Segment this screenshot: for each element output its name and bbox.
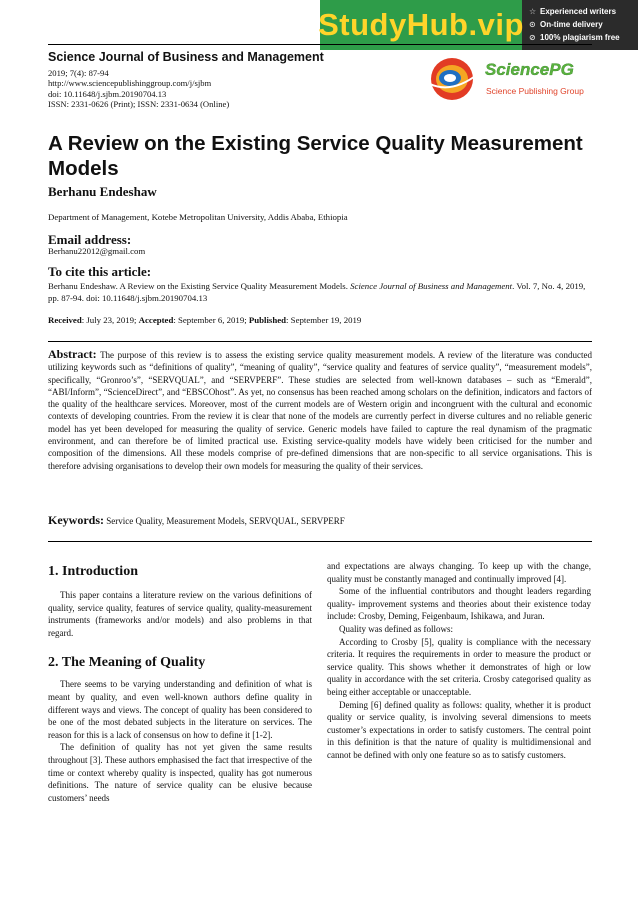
keywords-text: Service Quality, Measurement Models, SERVQUAL, SERVPERF — [106, 516, 345, 526]
publisher-name: SciencePG — [485, 60, 574, 79]
email-address[interactable]: Berhanu22012@gmail.com — [48, 246, 146, 256]
publisher-subtitle: Science Publishing Group — [486, 86, 584, 96]
right-paragraph-1: Some of the influential contributors and thought leaders regarding quality- improvement systems and theories about their existence today include: Crosby, Deming, Feigenbaum, Ishikawa, and Juran. — [327, 586, 591, 622]
left-column — [48, 563, 312, 804]
right-column — [327, 560, 591, 762]
journal-issn: ISSN: 2331-0626 (Print); ISSN: 2331-0634 (Online) — [48, 99, 230, 110]
shield-check-icon: ⊘ — [529, 33, 536, 42]
feature-delivery: ⊙ On-time delivery — [529, 20, 603, 29]
section-1-paragraph: This paper contains a literature review on the various definitions of quality, service quality, features of service quality, quality-measurement instruments (frameworks and/or models) and also problems in that regard. — [48, 590, 312, 638]
keywords-label: Keywords: — [48, 513, 104, 527]
studyhub-features — [522, 0, 638, 50]
citation-journal: Science Journal of Business and Management — [350, 281, 513, 291]
citation-text: Berhanu Endeshaw. A Review on the Existing Service Quality Measurement Models. Science Journal of Business and Management. Vol. 7, No. 4, 2019, pp. 87-94. doi: 10.11648/j.sjbm.20190704.13 — [48, 281, 586, 304]
abstract-text: The purpose of this review is to assess the existing service quality measurement models. A review of the literature was conducted utilizing keywords such as “definitions of quality”, “meaning of quality”, “service quality and features of service quality”, “measurement models”, specifically, “Gronroo’s”, “SERVQUAL”, and “SERVPERF”. These studies are selected from well-known databases – such as “Emerald”, “ABI/Inform”, “ScienceDirect”, and “EBSCOhost”. As yet, no consensus has been reached among scholars on the definition, indicators and factors of the quality of the healthcare services. Moreover, most of the current models are of Western origin and incongruent with the cultural and economic contexts of developing countries. From the review it is clear that none of the models are currently perfect in diverse cultures and no reliable generic model has yet been developed for measuring the quality of service. Generic models have failed to capture the real dynamism of the pragmatic environment, and can therefore be of limited practical use. Existing service-quality models have widely been criticised for the number and composition of the dimensions. All these models comprise of pre-defined dimensions that are non-specific to all service organisations. This is therefore advising organisations to develop their own models for measuring the quality of their services. — [48, 350, 592, 471]
right-paragraph-3: According to Crosby [5], quality is compliance with the necessary criteria. It requires the requirements in order to measure the product or service quality. This shows whether it demonstrates of high or low quality in accordance with the set criteria. Crosby categorised quality as being either acceptable or unacceptable. — [327, 636, 591, 697]
clock-icon: ⊙ — [529, 20, 536, 29]
abstract — [48, 348, 592, 472]
article-title: A Review on the Existing Service Quality Measurement Models — [48, 132, 583, 180]
star-icon: ☆ — [529, 7, 537, 16]
journal-url[interactable]: http://www.sciencepublishinggroup.com/j/sjbm — [48, 78, 212, 89]
sciencepg-logo-icon — [428, 56, 480, 102]
header-top-rule — [48, 44, 592, 45]
section-2-paragraph-1: There seems to be varying understanding and definition of what is meant by quality, and even well-known authors define quality in different ways and views. The concept of quality has been considered to be one of the most debated subjects in the literature on services. The reason for this is a lack of consensus on how to define it [1-2]. — [48, 679, 312, 740]
abstract-top-rule — [48, 341, 592, 342]
cite-heading: To cite this article: — [48, 264, 152, 279]
journal-volume: 2019; 7(4): 87-94 — [48, 68, 109, 78]
body-top-rule — [48, 541, 592, 542]
section-2-paragraph-2: The definition of quality has not yet given the same results throughout [3]. These authors emphasised the fact that irrespective of the time or context whereby quality is inspected, quality has got numerous definitions. The nature of service quality can be elusive because customers’ needs — [48, 742, 312, 803]
right-paragraph-2: Quality was defined as follows: — [339, 623, 453, 634]
section-2-heading: 2. The Meaning of Quality — [48, 655, 206, 671]
studyhub-banner[interactable] — [320, 0, 638, 50]
author-affiliation: Department of Management, Kotebe Metropolitan University, Addis Ababa, Ethiopia — [48, 212, 348, 222]
journal-name: Science Journal of Business and Management — [48, 50, 324, 64]
right-paragraph-0: and expectations are always changing. To keep up with the change, quality must be constantly managed and continually improved [4]. — [327, 561, 591, 584]
email-heading: Email address: — [48, 232, 132, 247]
journal-meta — [48, 68, 229, 110]
right-paragraph-4: Deming [6] defined quality as follows: quality, whether it is product quality or service quality, is involving several dimensions to meets customer’s expectations in order to satisfy customers. The central point in this definition is that the nature of quality is multidimensional and cannot be defined with only one feature so as to satisfy customers. — [327, 699, 591, 760]
article-dates: Received: July 23, 2019; Accepted: September 6, 2019; Published: September 19, 2019 — [48, 315, 362, 325]
studyhub-logo-text: StudyHub.vip — [318, 7, 524, 42]
feature-plagiarism: ⊘ 100% plagiarism free — [529, 33, 620, 42]
journal-doi[interactable]: doi: 10.11648/j.sjbm.20190704.13 — [48, 88, 167, 99]
studyhub-logo[interactable] — [320, 0, 522, 50]
abstract-label: Abstract: — [48, 347, 97, 361]
feature-writers: ☆ Experienced writers — [529, 7, 617, 16]
author-name: Berhanu Endeshaw — [48, 184, 157, 199]
keywords — [48, 513, 592, 528]
section-1-heading: 1. Introduction — [48, 564, 138, 579]
